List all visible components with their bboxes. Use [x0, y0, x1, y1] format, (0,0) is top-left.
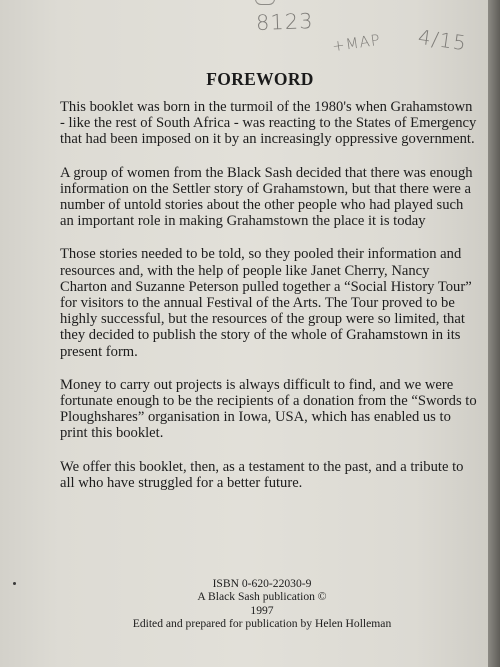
page-title: FOREWORD — [206, 68, 314, 89]
pencil-mark — [255, 0, 275, 5]
paragraph: Those stories needed to be told, so they pooled their information and resources and, with the help of people like Janet Cherry, Nancy Charton and Suzanne Peterson pulled together a “Social History Tour” for visitors to the annual Festival of the Arts. The Tour proved to be highly successful, but the resources of the group were so limited, that they decided to publish the story of the whole of Grahamstown in its present form. — [60, 246, 472, 360]
publication-imprint — [128, 577, 396, 631]
ink-dot — [13, 582, 16, 585]
paragraph: A group of women from the Black Sash decided that there was enough information on the Settler story of Grahamstown, but that there were a number of untold stories about the other people who had played such an important role in making Grahamstown the place it is today — [60, 164, 473, 230]
isbn: ISBN 0-620-22030-9 — [212, 577, 312, 590]
publisher-line: A Black Sash publication © — [197, 590, 327, 604]
page-edge-shadow — [488, 0, 500, 667]
handwritten-map-note: +MAP — [330, 30, 382, 56]
foreword-body — [60, 99, 480, 508]
handwritten-fraction: 4/15 — [416, 24, 469, 56]
editor-credit: Edited and prepared for publication by Helen Holleman — [132, 617, 392, 631]
publication-year: 1997 — [250, 603, 274, 617]
handwritten-catalogue-number: 8123 — [255, 9, 314, 35]
paragraph: Money to carry out projects is always difficult to find, and we were fortunate enough to be the recipients of a donation from the “Swords to Ploughshares” organisation in Iowa, USA, which has enabled us to print this booklet. — [60, 376, 477, 442]
paragraph: We offer this booklet, then, as a testament to the past, and a tribute to all who have struggled for a better future. — [60, 458, 464, 491]
paragraph: This booklet was born in the turmoil of the 1980's when Grahamstown - like the rest of South Africa - was reacting to the States of Emergency that had been imposed on it by an increasingly oppressive government. — [60, 99, 477, 148]
